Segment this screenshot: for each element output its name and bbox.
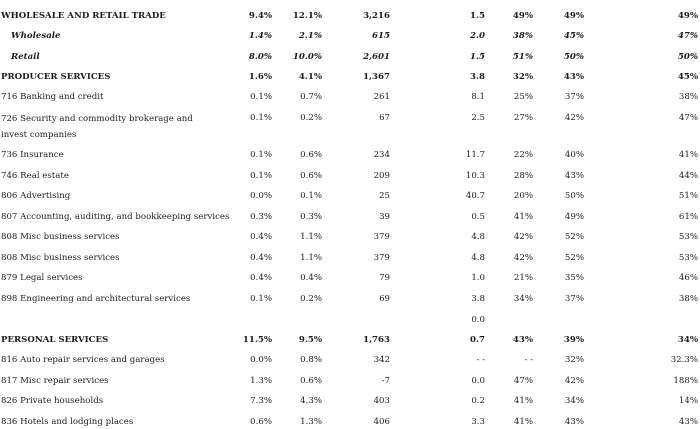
col-6-value: 52% bbox=[564, 232, 584, 242]
col-7-value: 61% bbox=[678, 212, 698, 222]
table-row bbox=[0, 251, 700, 265]
col-5-value: 42% bbox=[513, 232, 533, 242]
table-row bbox=[0, 189, 700, 203]
table-row bbox=[0, 9, 700, 23]
col-3-value: 1,367 bbox=[363, 72, 390, 82]
col-1-value: 9.4% bbox=[248, 11, 272, 21]
col-6-value: 49% bbox=[563, 11, 584, 21]
col-5-value: - - bbox=[524, 355, 533, 365]
col-2-value: 0.3% bbox=[300, 212, 322, 222]
col-5-value: 43% bbox=[512, 335, 533, 345]
col-2-value: 1.1% bbox=[300, 232, 322, 242]
col-1-value: 0.1% bbox=[250, 171, 272, 181]
col-5-value: 20% bbox=[513, 191, 533, 201]
col-5-value: 27% bbox=[513, 113, 533, 123]
row-label: 826 Private households bbox=[1, 396, 104, 406]
col-2-value: 0.4% bbox=[300, 273, 322, 283]
table-row bbox=[0, 353, 700, 367]
col-3-value: 2,601 bbox=[363, 52, 390, 62]
col-6-value: 52% bbox=[564, 253, 584, 263]
row-label: Wholesale bbox=[11, 31, 61, 41]
col-6-value: 50% bbox=[564, 191, 584, 201]
col-6-value: 37% bbox=[564, 294, 584, 304]
col-6-value: 43% bbox=[564, 417, 584, 427]
col-2-value: 0.7% bbox=[300, 92, 322, 102]
col-4-value: 4.8 bbox=[471, 232, 485, 242]
col-3-value: 39 bbox=[379, 212, 390, 222]
col-1-value: 0.4% bbox=[250, 273, 272, 283]
table-row bbox=[0, 50, 700, 64]
col-7-value: 44% bbox=[678, 171, 698, 181]
col-6-value: 42% bbox=[564, 113, 584, 123]
col-3-value: 79 bbox=[379, 273, 390, 283]
col-7-value: 43% bbox=[678, 417, 698, 427]
col-2-value: 10.0% bbox=[292, 52, 322, 62]
col-1-value: 7.3% bbox=[250, 396, 272, 406]
col-1-value: 8.0% bbox=[248, 52, 272, 62]
col-7-value: 47% bbox=[678, 113, 698, 123]
table-row bbox=[0, 292, 700, 306]
col-4-value: 40.7 bbox=[465, 191, 485, 201]
row-label: 898 Engineering and architectural services bbox=[1, 294, 191, 304]
row-label: 746 Real estate bbox=[1, 171, 69, 181]
row-label: 816 Auto repair services and garages bbox=[1, 355, 165, 365]
row-label: Retail bbox=[11, 52, 40, 62]
col-4-value: 0.2 bbox=[471, 396, 485, 406]
col-6-value: 32% bbox=[564, 355, 584, 365]
col-1-value: 1.6% bbox=[248, 72, 272, 82]
col-6-value: 50% bbox=[563, 52, 584, 62]
row-label: 808 Misc business services bbox=[1, 253, 120, 263]
col-6-value: 35% bbox=[564, 273, 584, 283]
col-7-value: 53% bbox=[678, 232, 698, 242]
col-5-value: 41% bbox=[513, 417, 533, 427]
table-row bbox=[0, 415, 700, 429]
col-6-value: 49% bbox=[564, 212, 584, 222]
col-4-value: 3.8 bbox=[471, 294, 485, 304]
col-5-value: 42% bbox=[513, 253, 533, 263]
row-label: PRODUCER SERVICES bbox=[1, 72, 111, 82]
col-7-value: 45% bbox=[677, 72, 698, 82]
col-7-value: 38% bbox=[678, 92, 698, 102]
col-1-value: 1.4% bbox=[248, 31, 272, 41]
col-7-value: 51% bbox=[678, 191, 698, 201]
col-2-value: 9.5% bbox=[298, 335, 322, 345]
row-label: 736 Insurance bbox=[1, 150, 64, 160]
col-2-value: 4.1% bbox=[298, 72, 322, 82]
col-4-value: 4.8 bbox=[471, 253, 485, 263]
col-4-value: 2.0 bbox=[470, 31, 485, 41]
col-5-value: 25% bbox=[513, 92, 533, 102]
col-3-value: 69 bbox=[379, 294, 390, 304]
col-3-value: 67 bbox=[379, 113, 390, 123]
col-1-value: 1.3% bbox=[250, 376, 272, 386]
col-7-value: 46% bbox=[678, 273, 698, 283]
col-6-value: 40% bbox=[564, 150, 584, 160]
col-1-value: 0.1% bbox=[250, 150, 272, 160]
col-4-value: 0.7 bbox=[470, 335, 485, 345]
col-2-value: 0.8% bbox=[300, 355, 322, 365]
table-row bbox=[0, 271, 700, 285]
col-7-value: 188% bbox=[673, 376, 698, 386]
col-2-value: 1.1% bbox=[300, 253, 322, 263]
col-2-value: 0.2% bbox=[300, 294, 322, 304]
col-1-value: 0.0% bbox=[250, 355, 272, 365]
col-3-value: 406 bbox=[373, 417, 390, 427]
row-label: 806 Advertising bbox=[1, 191, 71, 201]
col-4-value: 11.7 bbox=[465, 150, 485, 160]
col-6-value: 45% bbox=[563, 31, 584, 41]
col-2-value: 0.6% bbox=[300, 150, 322, 160]
col-6-value: 39% bbox=[563, 335, 584, 345]
col-4-value: 0.5 bbox=[471, 212, 485, 222]
col-7-value: 32.3% bbox=[670, 355, 698, 365]
col-3-value: 615 bbox=[372, 31, 390, 41]
col-3-value: 25 bbox=[379, 191, 390, 201]
table-row bbox=[0, 169, 700, 183]
row-label: 807 Accounting, auditing, and bookkeeping services bbox=[1, 212, 230, 222]
col-2-value: 1.3% bbox=[300, 417, 322, 427]
col-4-value: 0.0 bbox=[471, 376, 485, 386]
col-5-value: 22% bbox=[513, 150, 533, 160]
col-2-value: 4.3% bbox=[300, 396, 322, 406]
col-5-value: 51% bbox=[512, 52, 533, 62]
col-5-value: 41% bbox=[513, 212, 533, 222]
col-1-value: 0.3% bbox=[250, 212, 272, 222]
col-7-value: 53% bbox=[678, 253, 698, 263]
col-7-value: 38% bbox=[678, 294, 698, 304]
col-1-value: 0.1% bbox=[250, 92, 272, 102]
col-4-value: 3.3 bbox=[471, 417, 485, 427]
table-row bbox=[0, 313, 700, 327]
row-label: 817 Misc repair services bbox=[1, 376, 109, 386]
col-3-value: 379 bbox=[373, 232, 390, 242]
col-3-value: 3,216 bbox=[363, 11, 390, 21]
table-row bbox=[0, 111, 700, 143]
col-4-value: 3.8 bbox=[470, 72, 485, 82]
row-label: 726 Security and commodity brokerage and invest companies bbox=[1, 114, 193, 140]
table-row bbox=[0, 210, 700, 224]
col-3-value: 379 bbox=[373, 253, 390, 263]
col-1-value: 0.4% bbox=[250, 253, 272, 263]
col-3-value: 209 bbox=[373, 171, 390, 181]
col-1-value: 0.6% bbox=[250, 417, 272, 427]
col-6-value: 37% bbox=[564, 92, 584, 102]
col-1-value: 0.1% bbox=[250, 113, 272, 123]
col-2-value: 0.2% bbox=[300, 113, 322, 123]
col-1-value: 11.5% bbox=[242, 335, 272, 345]
col-4-value: 10.3 bbox=[465, 171, 485, 181]
row-label: 836 Hotels and lodging places bbox=[1, 417, 134, 427]
col-4-value: 8.1 bbox=[471, 92, 485, 102]
col-6-value: 42% bbox=[564, 376, 584, 386]
col-1-value: 0.4% bbox=[250, 232, 272, 242]
col-3-value: -7 bbox=[381, 376, 390, 386]
col-5-value: 38% bbox=[512, 31, 533, 41]
col-2-value: 0.6% bbox=[300, 171, 322, 181]
col-6-value: 34% bbox=[564, 396, 584, 406]
col-1-value: 0.0% bbox=[250, 191, 272, 201]
col-2-value: 12.1% bbox=[292, 11, 322, 21]
col-3-value: 1,763 bbox=[363, 335, 390, 345]
col-3-value: 342 bbox=[373, 355, 390, 365]
col-1-value: 0.1% bbox=[250, 294, 272, 304]
col-7-value: 41% bbox=[678, 150, 698, 160]
row-label: 716 Banking and credit bbox=[1, 92, 104, 102]
col-7-value: 14% bbox=[678, 396, 698, 406]
col-6-value: 43% bbox=[564, 171, 584, 181]
col-4-value: 2.5 bbox=[471, 113, 485, 123]
col-5-value: 49% bbox=[512, 11, 533, 21]
row-label: WHOLESALE AND RETAIL TRADE bbox=[1, 11, 166, 21]
row-label: PERSONAL SERVICES bbox=[1, 335, 109, 345]
table-row bbox=[0, 29, 700, 43]
table-row bbox=[0, 90, 700, 104]
row-label: 808 Misc business services bbox=[1, 232, 120, 242]
col-2-value: 0.6% bbox=[300, 376, 322, 386]
row-label: 879 Legal services bbox=[1, 273, 83, 283]
table-row bbox=[0, 374, 700, 388]
col-5-value: 34% bbox=[513, 294, 533, 304]
table-row bbox=[0, 333, 700, 347]
table-row bbox=[0, 148, 700, 162]
col-5-value: 21% bbox=[513, 273, 533, 283]
table-row bbox=[0, 70, 700, 84]
col-5-value: 41% bbox=[513, 396, 533, 406]
col-7-value: 34% bbox=[677, 335, 698, 345]
col-3-value: 403 bbox=[373, 396, 390, 406]
col-4-value: 1.0 bbox=[471, 273, 485, 283]
table-row bbox=[0, 394, 700, 408]
col-4-value: 1.5 bbox=[470, 11, 485, 21]
col-6-value: 43% bbox=[563, 72, 584, 82]
col-4-value: 1.5 bbox=[470, 52, 485, 62]
table-row bbox=[0, 230, 700, 244]
col-2-value: 2.1% bbox=[298, 31, 322, 41]
col-5-value: 47% bbox=[513, 376, 533, 386]
col-7-value: 50% bbox=[677, 52, 698, 62]
col-3-value: 261 bbox=[373, 92, 390, 102]
col-3-value: 234 bbox=[373, 150, 390, 160]
col-4-value: - - bbox=[476, 355, 485, 365]
col-7-value: 49% bbox=[677, 11, 698, 21]
col-5-value: 28% bbox=[513, 171, 533, 181]
col-2-value: 0.1% bbox=[300, 191, 322, 201]
col-4-value: 0.0 bbox=[471, 315, 485, 325]
col-7-value: 47% bbox=[677, 31, 698, 41]
col-5-value: 32% bbox=[512, 72, 533, 82]
